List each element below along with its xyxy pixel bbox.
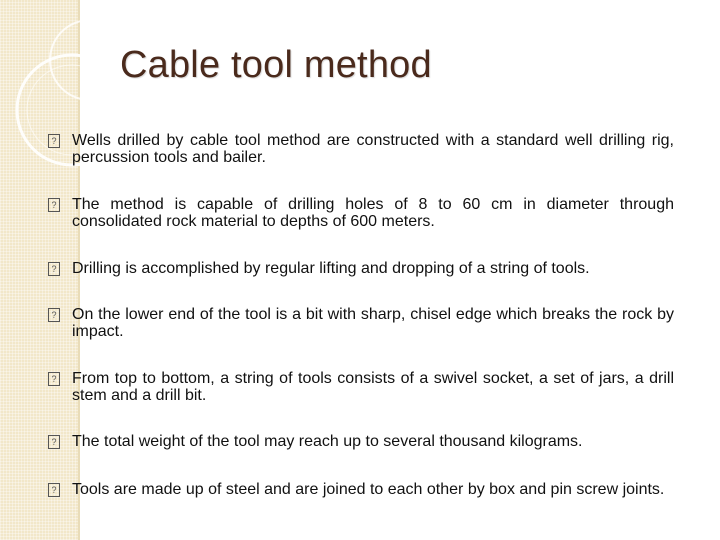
bullet-text: The method is capable of drilling holes of 8 to 60 cm in diameter through consolidated rock material to depths of 600 meters. <box>72 196 674 230</box>
bullet-glyph: ? <box>48 483 60 497</box>
bullet-item <box>48 132 674 166</box>
bullet-item <box>48 481 674 498</box>
bullet-glyph: ? <box>48 372 60 386</box>
slide-title: Cable tool method <box>120 44 432 86</box>
bullet-text: Drilling is accomplished by regular lifting and dropping of a string of tools. <box>72 260 590 277</box>
bullet-item <box>48 370 674 404</box>
bullet-glyph: ? <box>48 134 60 148</box>
bullet-glyph: ? <box>48 435 60 449</box>
bullet-text: Wells drilled by cable tool method are constructed with a standard well drilling rig, percussion tools and bailer. <box>72 132 674 166</box>
bullet-text: Tools are made up of steel and are joined to each other by box and pin screw joints. <box>72 481 665 498</box>
bullet-glyph: ? <box>48 198 60 212</box>
bullet-text: The total weight of the tool may reach up to several thousand kilograms. <box>72 433 583 450</box>
bullet-text: From top to bottom, a string of tools consists of a swivel socket, a set of jars, a drill stem and a drill bit. <box>72 370 674 404</box>
bullet-item <box>48 196 674 230</box>
bullet-item <box>48 260 674 277</box>
bullet-glyph: ? <box>48 308 60 322</box>
bullet-item <box>48 306 674 340</box>
bullet-text: On the lower end of the tool is a bit with sharp, chisel edge which breaks the rock by impact. <box>72 306 674 340</box>
bullet-glyph: ? <box>48 262 60 276</box>
bullet-item <box>48 433 674 450</box>
